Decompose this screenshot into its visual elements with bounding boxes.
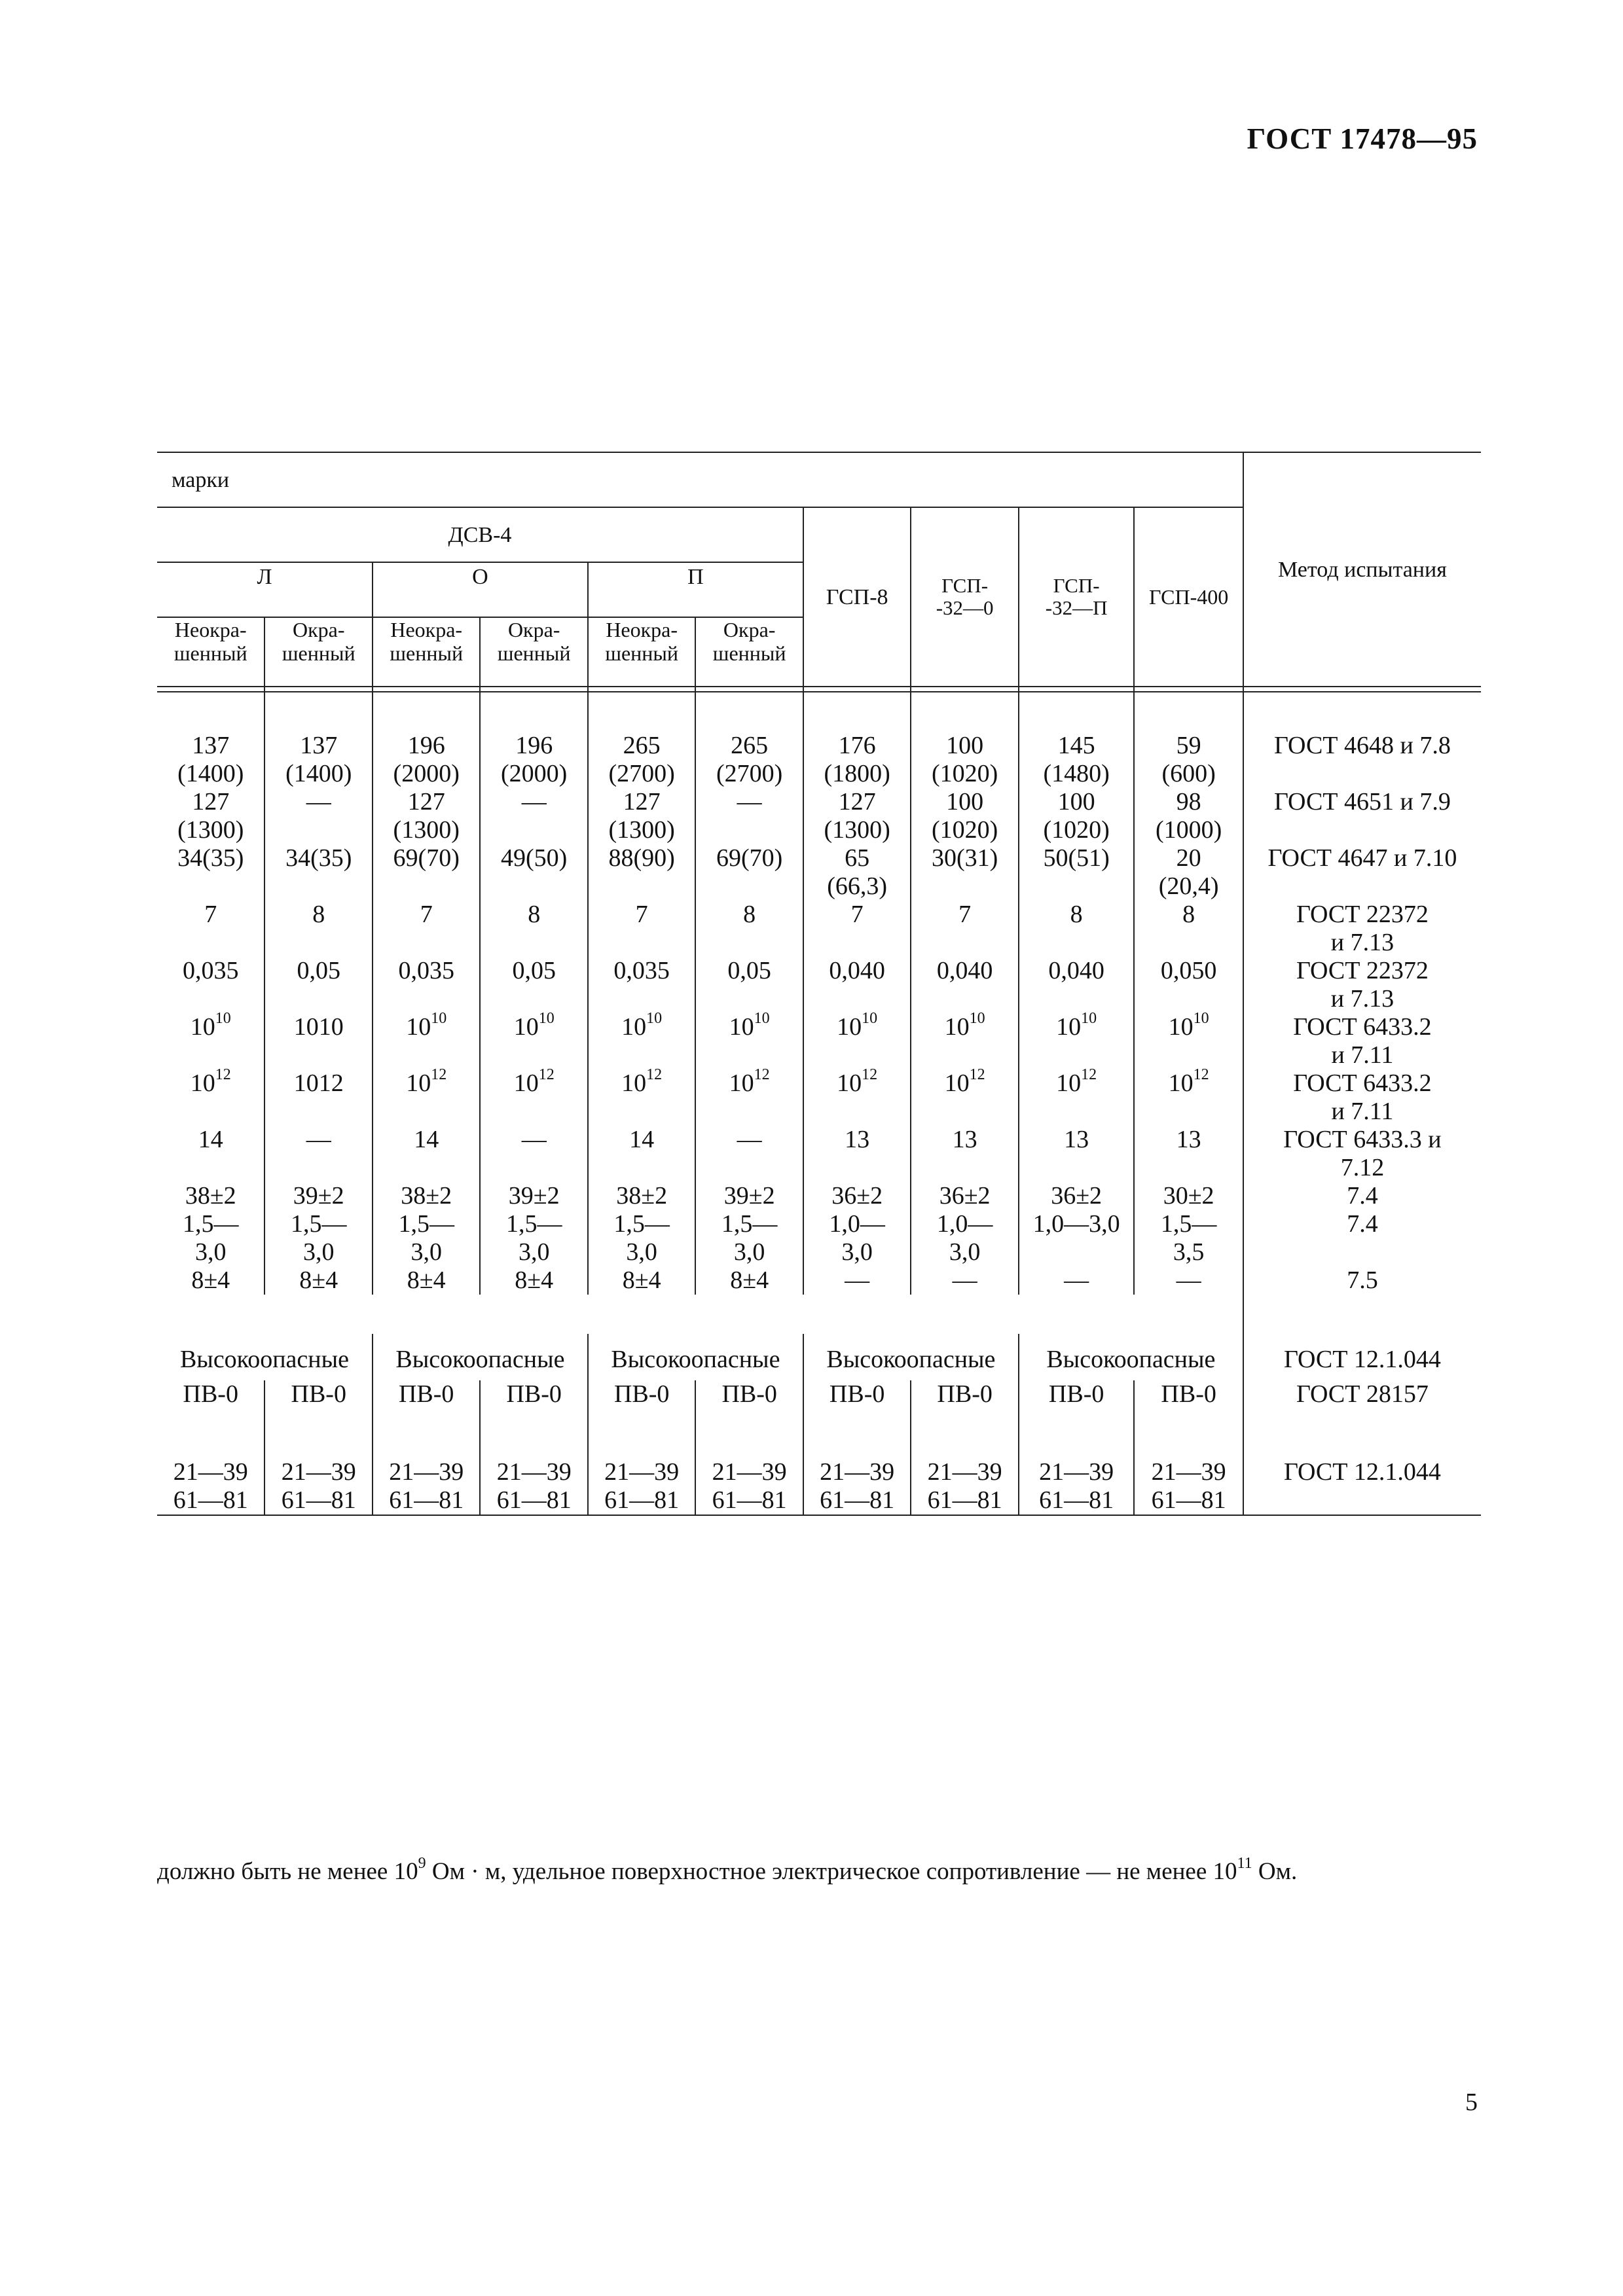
table-cell: $10^{12}$ [588,1069,695,1126]
table-cell: — [695,788,803,844]
range-cell: 21—39 61—81 [157,1458,264,1515]
table-cell: 38±2 [157,1182,264,1210]
table-cell: 196 (2000) [373,732,480,788]
hazard-row [157,1334,1481,1380]
hazard-cell: Высокоопасные [373,1334,588,1380]
group-label: Л [157,562,373,617]
table-row [157,1210,1481,1266]
table-cell: 8±4 [264,1266,372,1295]
table-cell: 145 (1480) [1019,732,1135,788]
table-cell: 13 [1134,1126,1243,1182]
method-cell: ГОСТ 12.1.044 [1243,1334,1481,1380]
table-cell: 8 [1019,901,1135,957]
header-separator [157,687,1481,692]
pv-cell: ПВ-0 [695,1380,803,1458]
table-cell: 8 [480,901,587,957]
table-cell: $10^{12}$ [695,1069,803,1126]
table-cell: 0,035 [373,957,480,1013]
table-cell: 176 (1800) [803,732,911,788]
table-cell: 59 (600) [1134,732,1243,788]
method-cell: ГОСТ 22372 и 7.13 [1243,957,1481,1013]
method-cell: ГОСТ 28157 [1243,1380,1481,1458]
method-header: Метод испытания [1243,452,1481,687]
table-cell: $10^{12}$ [157,1069,264,1126]
gsp-header: ГСП- -32—0 [911,507,1018,687]
table-row [157,844,1481,901]
table-cell: 0,05 [264,957,372,1013]
table-cell: 1,5— 3,0 [480,1210,587,1266]
method-cell: 7.4 [1243,1210,1481,1266]
range-cell: 21—39 61—81 [803,1458,911,1515]
table-row [157,732,1481,788]
table-cell: 14 [373,1126,480,1182]
group-label: О [373,562,588,617]
table-cell: 34(35) [157,844,264,901]
note-exponent: 9 [418,1854,426,1872]
table-cell: 13 [911,1126,1018,1182]
table-cell: 34(35) [264,844,372,901]
table-cell: — [803,1266,911,1295]
table-cell: 69(70) [373,844,480,901]
table-cell: — [1019,1266,1135,1295]
table-row [157,788,1481,844]
range-cell: 21—39 61—81 [264,1458,372,1515]
table-cell: $10^{10}$ [911,1013,1018,1069]
range-cell: 21—39 61—81 [1019,1458,1135,1515]
table-cell: 1010 [264,1013,372,1069]
table-cell: 30±2 [1134,1182,1243,1210]
note-part: Ом. [1252,1858,1298,1885]
hazard-cell: Высокоопасные [803,1334,1019,1380]
footnote-text [157,1854,1298,1886]
table-cell: 265 (2700) [695,732,803,788]
method-cell: ГОСТ 4648 и 7.8 [1243,732,1481,788]
subheader-painted: Окра- шенный [695,617,803,687]
pv-cell: ПВ-0 [1019,1380,1135,1458]
pv-cell: ПВ-0 [157,1380,264,1458]
gsp-header: ГСП- -32—П [1019,507,1135,687]
table-cell: 196 (2000) [480,732,587,788]
note-exponent: 11 [1237,1854,1252,1872]
table-row [157,1126,1481,1182]
range-cell: 21—39 61—81 [911,1458,1018,1515]
pv-cell: ПВ-0 [480,1380,587,1458]
table-cell: 1,0— 3,0 [803,1210,911,1266]
table-row [157,1266,1481,1295]
table-cell: 1,5— 3,0 [695,1210,803,1266]
table-cell: 49(50) [480,844,587,901]
table-cell: $10^{12}$ [373,1069,480,1126]
table-cell: $10^{10}$ [588,1013,695,1069]
table-cell: 14 [588,1126,695,1182]
table-cell: 127 (1300) [157,788,264,844]
table-cell: 8±4 [373,1266,480,1295]
subheader-unpainted: Неокра- шенный [373,617,480,687]
table-cell: — [1134,1266,1243,1295]
subheader-unpainted: Неокра- шенный [588,617,695,687]
table-cell: 0,050 [1134,957,1243,1013]
table-cell: $10^{12}$ [480,1069,587,1126]
table-cell: $10^{10}$ [1134,1013,1243,1069]
table-cell: 13 [803,1126,911,1182]
table-cell: 265 (2700) [588,732,695,788]
subheader-unpainted: Неокра- шенный [157,617,264,687]
table-cell: 88(90) [588,844,695,901]
table-cell: $10^{10}$ [695,1013,803,1069]
table-row [157,1013,1481,1069]
table-cell: 30(31) [911,844,1018,901]
table-cell: 69(70) [695,844,803,901]
table-cell: 0,040 [1019,957,1135,1013]
range-row [157,1458,1481,1515]
table-cell: $10^{10}$ [157,1013,264,1069]
note-part: должно быть не менее 10 [157,1858,418,1885]
table-cell: 65 (66,3) [803,844,911,901]
table-cell: 1012 [264,1069,372,1126]
pv-cell: ПВ-0 [803,1380,911,1458]
spec-table-wrapper [157,452,1481,1516]
table-cell: 1,0—3,0 [1019,1210,1135,1266]
table-cell: 7 [911,901,1018,957]
table-cell: 36±2 [911,1182,1018,1210]
table-cell: 127 (1300) [803,788,911,844]
table-cell: 137 (1400) [157,732,264,788]
table-cell: 7 [373,901,480,957]
method-cell: ГОСТ 6433.2 и 7.11 [1243,1013,1481,1069]
table-cell: $10^{10}$ [803,1013,911,1069]
table-cell: $10^{10}$ [480,1013,587,1069]
table-cell: 98 (1000) [1134,788,1243,844]
table-cell: 8 [695,901,803,957]
table-cell: 8±4 [480,1266,587,1295]
table-row [157,1069,1481,1126]
table-cell: 1,5— 3,0 [588,1210,695,1266]
table-cell: $10^{12}$ [1134,1069,1243,1126]
table-gap [157,1295,1481,1334]
hazard-cell: Высокоопасные [1019,1334,1243,1380]
table-row [157,901,1481,957]
gsp-header: ГСП-400 [1134,507,1243,687]
table-cell: 1,5— 3,0 [157,1210,264,1266]
header-row-marki [157,452,1481,507]
table-cell: — [480,788,587,844]
table-cell: 7 [588,901,695,957]
pv-cell: ПВ-0 [911,1380,1018,1458]
method-cell: ГОСТ 12.1.044 [1243,1458,1481,1515]
method-cell: ГОСТ 22372 и 7.13 [1243,901,1481,957]
table-cell: 0,05 [695,957,803,1013]
table-cell: 100 (1020) [911,788,1018,844]
table-cell: 0,040 [803,957,911,1013]
table-cell: 38±2 [588,1182,695,1210]
table-cell: 8 [264,901,372,957]
table-cell: 100 (1020) [911,732,1018,788]
table-cell: 14 [157,1126,264,1182]
table-cell: 0,05 [480,957,587,1013]
table-cell: 100 (1020) [1019,788,1135,844]
dsv-label: ДСВ-4 [157,507,803,562]
header-separator-2 [157,692,1481,732]
table-cell: 36±2 [1019,1182,1135,1210]
table-cell: $10^{12}$ [911,1069,1018,1126]
table-cell: — [264,1126,372,1182]
method-cell: ГОСТ 6433.3 и 7.12 [1243,1126,1481,1182]
group-label: П [588,562,803,617]
table-cell: $10^{12}$ [1019,1069,1135,1126]
marki-label: марки [157,452,1243,507]
table-cell: $10^{10}$ [373,1013,480,1069]
table-cell: 8 [1134,901,1243,957]
subheader-painted: Окра- шенный [480,617,587,687]
table-cell: $10^{10}$ [1019,1013,1135,1069]
pv-cell: ПВ-0 [588,1380,695,1458]
method-cell: 7.4 [1243,1182,1481,1210]
table-cell: 38±2 [373,1182,480,1210]
table-cell: — [911,1266,1018,1295]
method-cell: ГОСТ 4651 и 7.9 [1243,788,1481,844]
table-cell: 0,035 [588,957,695,1013]
table-cell: 0,035 [157,957,264,1013]
hazard-cell: Высокоопасные [588,1334,803,1380]
pv-cell: ПВ-0 [1134,1380,1243,1458]
table-cell: 137 (1400) [264,732,372,788]
document-header: ГОСТ 17478—95 [1247,122,1478,155]
table-cell: 127 (1300) [588,788,695,844]
table-cell: 20 (20,4) [1134,844,1243,901]
table-cell: 8±4 [588,1266,695,1295]
range-cell: 21—39 61—81 [373,1458,480,1515]
table-cell: 1,5— 3,0 [373,1210,480,1266]
table-cell: — [264,788,372,844]
table-cell: 50(51) [1019,844,1135,901]
table-cell: — [695,1126,803,1182]
table-cell: $10^{12}$ [803,1069,911,1126]
gsp-header: ГСП-8 [803,507,911,687]
table-cell: — [480,1126,587,1182]
spec-table [157,452,1481,1516]
gap-cell [157,1295,1243,1334]
range-cell: 21—39 61—81 [695,1458,803,1515]
table-cell: 39±2 [264,1182,372,1210]
pv-cell: ПВ-0 [373,1380,480,1458]
table-cell: 7 [157,901,264,957]
table-cell: 1,0— 3,0 [911,1210,1018,1266]
pv-row [157,1380,1481,1458]
subheader-painted: Окра- шенный [264,617,372,687]
table-cell: 13 [1019,1126,1135,1182]
table-cell: 7 [803,901,911,957]
table-cell: 0,040 [911,957,1018,1013]
table-cell: 39±2 [480,1182,587,1210]
table-cell: 1,5— 3,5 [1134,1210,1243,1266]
table-row [157,957,1481,1013]
gap-cell [1243,1295,1481,1334]
table-cell: 8±4 [695,1266,803,1295]
pv-cell: ПВ-0 [264,1380,372,1458]
note-part: Ом · м, удельное поверхностное электрическое сопротивление — не менее 10 [426,1858,1237,1885]
table-cell: 8±4 [157,1266,264,1295]
range-cell: 21—39 61—81 [588,1458,695,1515]
page-number: 5 [1465,2089,1478,2116]
method-cell: ГОСТ 4647 и 7.10 [1243,844,1481,901]
table-cell: 127 (1300) [373,788,480,844]
range-cell: 21—39 61—81 [1134,1458,1243,1515]
range-cell: 21—39 61—81 [480,1458,587,1515]
method-cell: 7.5 [1243,1266,1481,1295]
table-cell: 39±2 [695,1182,803,1210]
table-row [157,1182,1481,1210]
method-cell: ГОСТ 6433.2 и 7.11 [1243,1069,1481,1126]
table-cell: 36±2 [803,1182,911,1210]
table-cell: 1,5— 3,0 [264,1210,372,1266]
hazard-cell: Высокоопасные [157,1334,373,1380]
